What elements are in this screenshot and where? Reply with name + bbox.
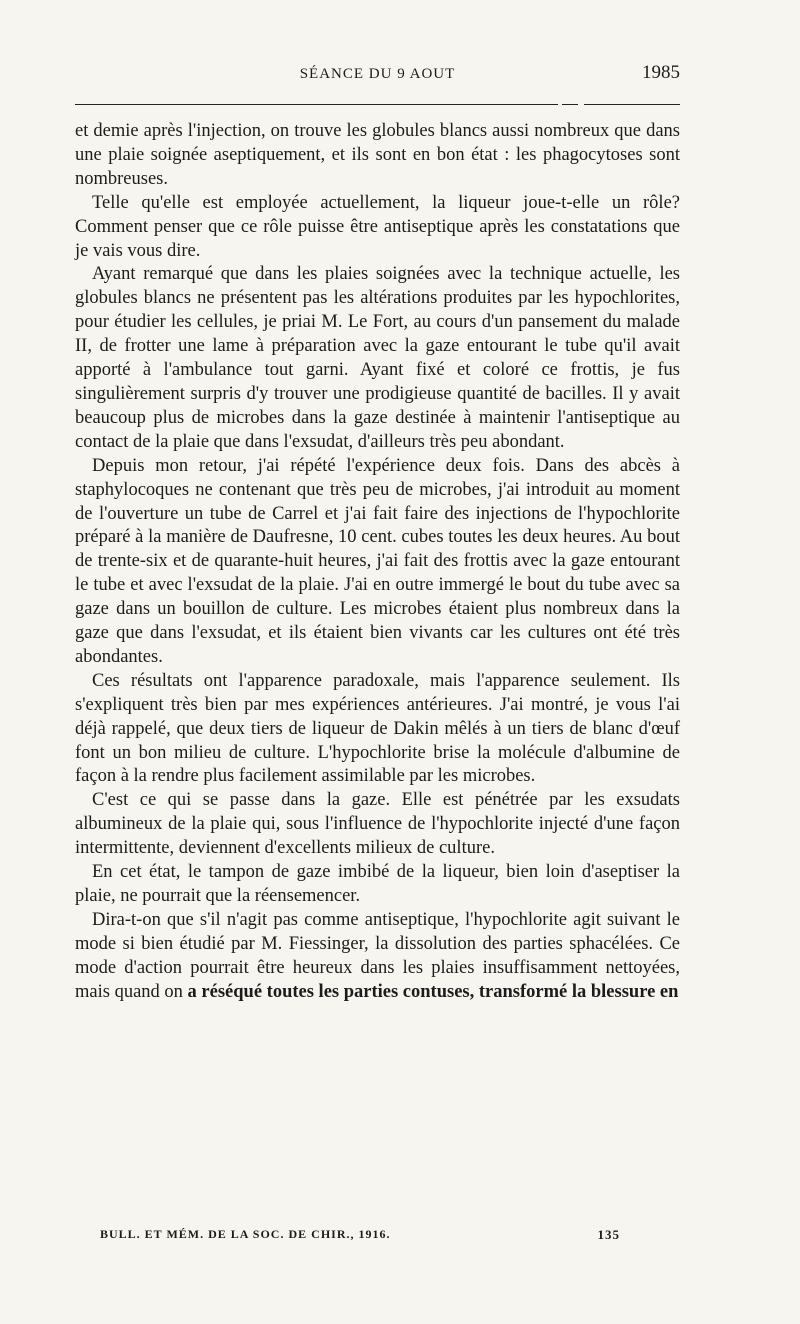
footer-signature-number: 135	[597, 1227, 620, 1242]
paragraph-last	[75, 909, 680, 1005]
paragraph-last-text: Dira-t-on que s'il n'agit pas comme antiseptique, l'hypochlorite agit suivant le mode si bien étudié par M. Fiessinger, la dissolution des parties sphacélées. Ce mode d'action pourrait être heureux dans les plaies insuffisamment nettoyées, mais quand on	[75, 909, 680, 1002]
header-rule-dash	[562, 104, 578, 105]
paragraph: Telle qu'elle est employée actuellement, la liqueur joue-t-elle un rôle? Comment penser que ce rôle puisse être antiseptique après les constatations que je vais vous dire.	[75, 192, 680, 261]
paragraph: et demie après l'injection, on trouve les globules blancs aussi nombreux que dans une plaie soignée aseptiquement, et ils sont en bon état : les phagocytoses sont nombreuses.	[75, 121, 680, 189]
footer-citation: BULL. ET MÉM. DE LA SOC. DE CHIR., 1916.	[100, 1227, 391, 1241]
paragraph: En cet état, le tampon de gaze imbibé de la liqueur, bien loin d'aseptiser la plaie, ne pourrait que la réensemencer.	[75, 862, 680, 906]
page-number: 1985	[642, 62, 680, 83]
paragraph-last-bold-text: a réséqué toutes les parties contuses, transformé la blessure en	[187, 981, 679, 1002]
paragraph: C'est ce qui se passe dans la gaze. Elle est pénétrée par les exsudats albumineux de la plaie qui, sous l'influence de l'hypochlorite injecté d'une façon intermittente, deviennent d'excellents milieux de culture.	[75, 790, 680, 859]
running-header	[75, 62, 680, 92]
paragraph: Depuis mon retour, j'ai répété l'expérience deux fois. Dans des abcès à staphylocoques ne contenant que très peu de microbes, j'ai introduit au moment de l'ouverture un tube de Carrel et j'ai fait faire des injections de l'hypochlorite préparé à la manière de Daufresne, 10 cent. cubes toutes les deux heures. Au bout de trente-six et de quarante-huit heures, j'ai fait des frottis avec la gaze entourant le tube et avec l'exsudat de la plaie. J'ai en outre immergé le bout du tube avec sa gaze dans un bouillon de culture. Les microbes étaient plus nombreux dans la gaze que dans l'exsudat, et ils étaient bien vivants car les cultures ont été très abondantes.	[75, 455, 680, 667]
header-rule	[75, 104, 558, 105]
header-title: SÉANCE DU 9 AOUT	[299, 66, 456, 82]
paragraph: Ces résultats ont l'apparence paradoxale, mais l'apparence seulement. Ils s'expliquent très bien par mes expériences antérieures. J'ai montré, je vous l'ai déjà rappelé, que deux tiers de liqueur de Dakin mêlés à un tiers de blanc d'œuf font un bon milieu de culture. L'hypochlorite brise la molécule d'albumine de façon à la rendre plus facilement assimilable par les microbes.	[75, 670, 680, 787]
paragraph: Ayant remarqué que dans les plaies soignées avec la technique actuelle, les globules blancs ne présentent pas les altérations produites par les hypochlorites, pour étudier les cellules, je priai M. Le Fort, au cours d'un pansement du malade II, de frotter une lame à préparation avec la gaze entourant le tube qu'il avait apporté à l'ambulance tout garni. Ayant fixé et coloré ce frottis, je fus singulièrement surpris d'y trouver une prodigieuse quantité de bacilles. Il y avait beaucoup plus de microbes dans la gaze destinée à maintenir l'antiseptique au contact de la plaie que dans l'exsudat, d'ailleurs très peu abondant.	[75, 264, 680, 452]
body-text	[75, 120, 680, 1005]
header-rule-end	[584, 104, 680, 105]
